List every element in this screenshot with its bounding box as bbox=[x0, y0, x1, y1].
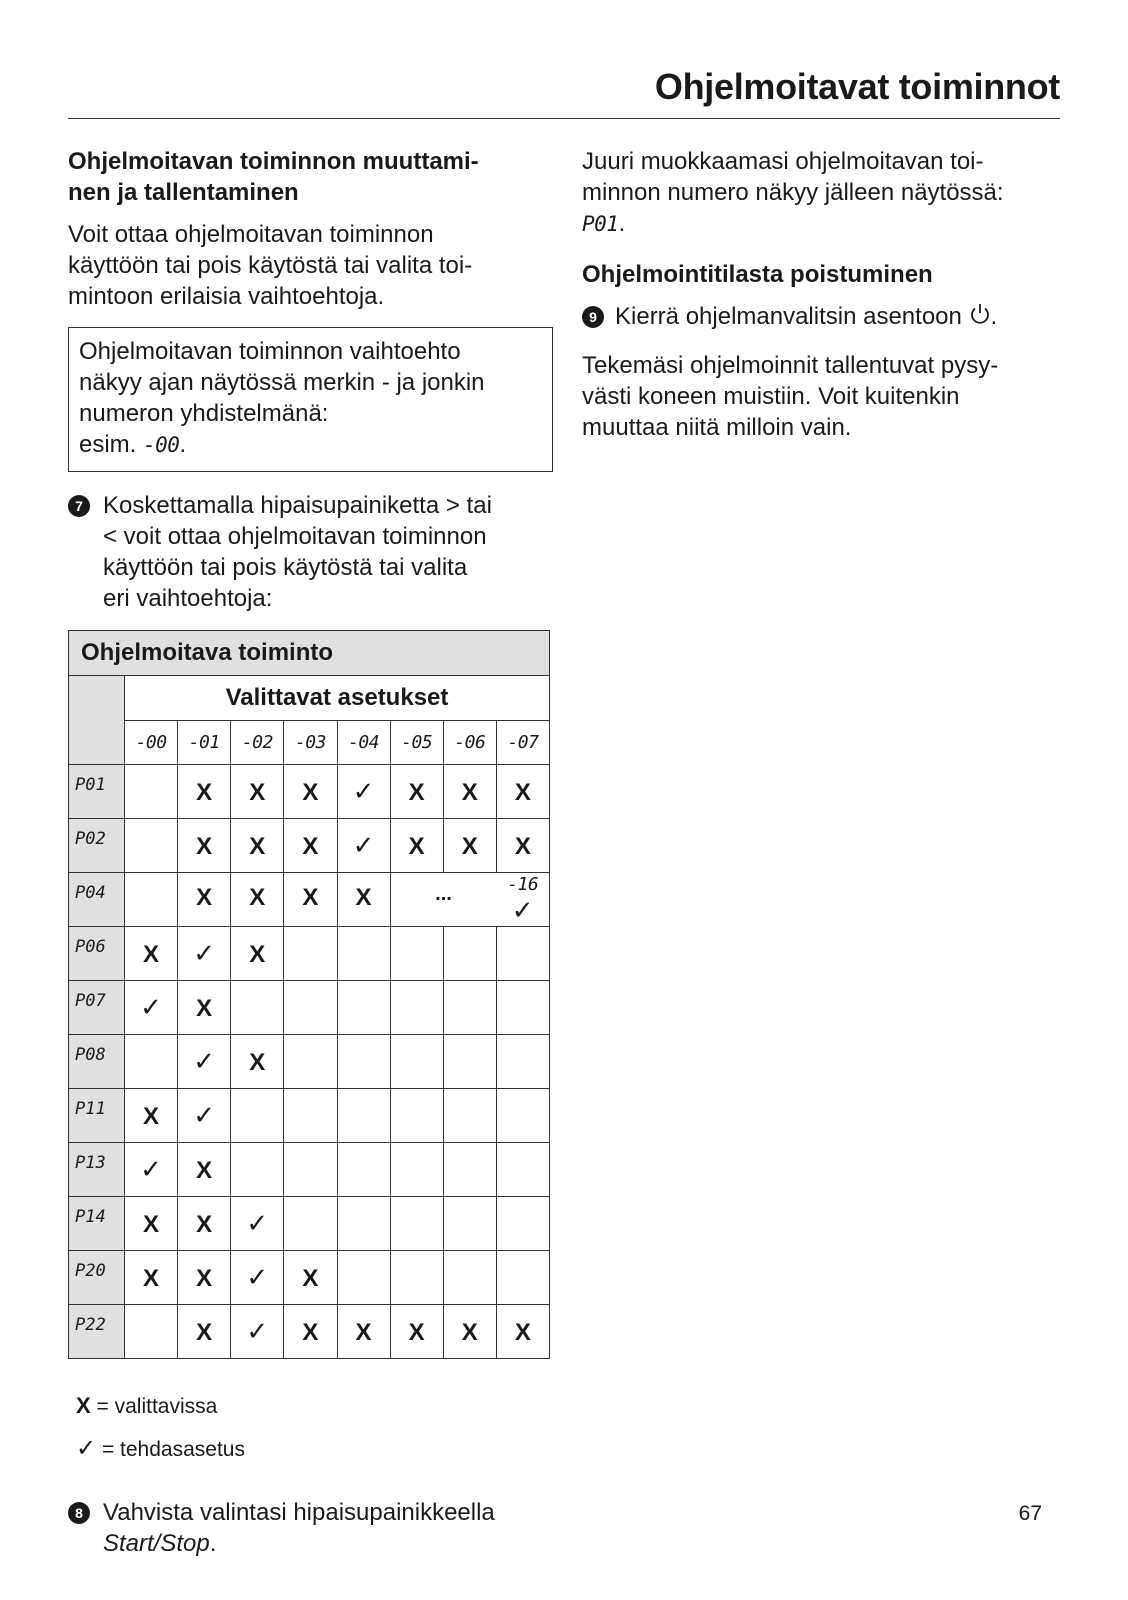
row-code: P07 bbox=[69, 981, 125, 1035]
step9-suffix: . bbox=[990, 303, 998, 330]
column-header: -06 bbox=[443, 721, 496, 765]
table-cell bbox=[390, 1251, 443, 1305]
table-cell bbox=[231, 1143, 284, 1197]
table-cell bbox=[337, 1143, 390, 1197]
table-cell bbox=[284, 1251, 337, 1305]
table-cell bbox=[337, 981, 390, 1035]
note-example-prefix: esim. bbox=[79, 431, 144, 458]
table-cell bbox=[284, 981, 337, 1035]
table-cell bbox=[178, 1197, 231, 1251]
row-code: P14 bbox=[69, 1197, 125, 1251]
selectable-mark: X bbox=[408, 1319, 425, 1346]
selectable-mark: X bbox=[249, 941, 266, 968]
selectable-mark: X bbox=[355, 884, 372, 911]
table-cell bbox=[390, 927, 443, 981]
selectable-mark: X bbox=[196, 779, 213, 806]
row-code: P01 bbox=[69, 765, 125, 819]
section-heading bbox=[68, 146, 553, 208]
table-cell bbox=[125, 873, 178, 927]
factory-default-mark: ✓ bbox=[193, 1046, 216, 1076]
legend-x-text: = valittavissa bbox=[90, 1395, 218, 1418]
start-stop-label: Start/Stop bbox=[103, 1530, 210, 1557]
table-row bbox=[69, 1089, 550, 1143]
selectable-mark: X bbox=[196, 1211, 213, 1238]
legend-check-symbol: ✓ bbox=[76, 1435, 97, 1462]
factory-default-mark: ✓ bbox=[193, 938, 216, 968]
legend bbox=[68, 1385, 553, 1471]
row-code: P08 bbox=[69, 1035, 125, 1089]
table-cell bbox=[125, 1251, 178, 1305]
table-cell bbox=[496, 819, 549, 873]
ellipsis-cell: ... bbox=[390, 873, 496, 927]
table-cell bbox=[390, 1143, 443, 1197]
extended-setting-code: -16 bbox=[507, 873, 539, 895]
table-row bbox=[69, 1035, 550, 1089]
selectable-mark: X bbox=[408, 833, 425, 860]
table-cell bbox=[390, 819, 443, 873]
table-cell bbox=[231, 1035, 284, 1089]
factory-default-mark: ✓ bbox=[511, 894, 534, 925]
right-para2-line-3: muuttaa niitä milloin vain. bbox=[582, 413, 852, 441]
row-code: P11 bbox=[69, 1089, 125, 1143]
step7-line-4: eri vaihtoehtoja: bbox=[103, 585, 273, 612]
table-cell bbox=[125, 1197, 178, 1251]
factory-default-mark: ✓ bbox=[352, 830, 375, 860]
selectable-mark: X bbox=[143, 1211, 160, 1238]
table-row bbox=[69, 1143, 550, 1197]
factory-default-mark: ✓ bbox=[140, 992, 162, 1022]
table-cell bbox=[125, 1143, 178, 1197]
table-row bbox=[69, 765, 550, 819]
right-para1-line-2: minnon numero näkyy jälleen näytössä: bbox=[582, 179, 1004, 206]
table-cell bbox=[443, 1089, 496, 1143]
table-cell bbox=[337, 927, 390, 981]
table-cell bbox=[284, 1035, 337, 1089]
selectable-mark: X bbox=[196, 884, 213, 911]
table-subtitle: Valittavat asetukset bbox=[125, 676, 550, 721]
table-cell bbox=[284, 1305, 337, 1359]
selectable-mark: X bbox=[196, 1157, 213, 1184]
selectable-mark: X bbox=[461, 779, 478, 806]
table-cell bbox=[178, 819, 231, 873]
right-para2-line-2: västi koneen muistiin. Voit kuitenkin bbox=[582, 382, 960, 410]
table-cell bbox=[390, 1089, 443, 1143]
selectable-mark: X bbox=[249, 779, 266, 806]
selectable-mark: X bbox=[355, 1319, 372, 1346]
factory-default-mark: ✓ bbox=[246, 1262, 269, 1292]
selectable-mark: X bbox=[514, 779, 531, 806]
right-paragraph-2 bbox=[582, 350, 1060, 443]
table-cell bbox=[337, 873, 390, 927]
header-divider bbox=[68, 118, 1060, 119]
table-cell bbox=[284, 1143, 337, 1197]
selectable-mark: X bbox=[302, 1265, 319, 1292]
display-code: P01 bbox=[582, 212, 619, 236]
table-cell bbox=[390, 1305, 443, 1359]
table-cell bbox=[496, 981, 549, 1035]
table-cell bbox=[178, 1305, 231, 1359]
selectable-mark: X bbox=[302, 1319, 319, 1346]
note-example-suffix: . bbox=[179, 431, 187, 458]
table-cell bbox=[390, 765, 443, 819]
row-code: P22 bbox=[69, 1305, 125, 1359]
selectable-mark: X bbox=[196, 995, 213, 1022]
legend-x-symbol: X bbox=[76, 1393, 91, 1418]
intro-line-2: käyttöön tai pois käytöstä tai valita toi- bbox=[68, 252, 473, 279]
table-cell bbox=[231, 1251, 284, 1305]
table-row bbox=[69, 1197, 550, 1251]
row-code: P06 bbox=[69, 927, 125, 981]
table-cell bbox=[125, 765, 178, 819]
table-cell bbox=[443, 927, 496, 981]
table-cell bbox=[178, 1035, 231, 1089]
right-para2-line-1: Tekemäsi ohjelmoinnit tallentuvat pysy- bbox=[582, 351, 999, 379]
step-number-7: 7 bbox=[68, 495, 90, 517]
table-cell bbox=[231, 765, 284, 819]
row-code: P04 bbox=[69, 873, 125, 927]
table-cell bbox=[443, 1251, 496, 1305]
factory-default-mark: ✓ bbox=[193, 1100, 216, 1130]
table-cell bbox=[231, 1089, 284, 1143]
table-cell bbox=[125, 1089, 178, 1143]
selectable-mark: X bbox=[408, 779, 425, 806]
column-header: -07 bbox=[496, 721, 549, 765]
table-cell bbox=[231, 873, 284, 927]
table-cell bbox=[496, 1143, 549, 1197]
row-code: P02 bbox=[69, 819, 125, 873]
table-cell bbox=[231, 819, 284, 873]
table-cell bbox=[284, 873, 337, 927]
row-code: P20 bbox=[69, 1251, 125, 1305]
step7-line-2: < voit ottaa ohjelmoitavan toiminnon bbox=[103, 523, 487, 550]
right-para1-suffix: . bbox=[618, 210, 626, 237]
table-row bbox=[69, 819, 550, 873]
table-cell bbox=[231, 981, 284, 1035]
heading-line-1: Ohjelmoitavan toiminnon muuttami- bbox=[68, 148, 479, 175]
settings-table bbox=[68, 630, 550, 1359]
intro-line-3: mintoon erilaisia vaihtoehtoja. bbox=[68, 283, 385, 310]
note-line-3: numeron yhdistelmänä: bbox=[79, 400, 329, 427]
step9-text: Kierrä ohjelmanvalitsin asentoon bbox=[615, 303, 969, 330]
table-title: Ohjelmoitava toiminto bbox=[69, 631, 550, 676]
table-cell bbox=[443, 1035, 496, 1089]
right-paragraph-1 bbox=[582, 146, 1060, 240]
selectable-mark: X bbox=[196, 1319, 213, 1346]
selectable-mark: X bbox=[143, 1103, 160, 1130]
table-cell bbox=[284, 927, 337, 981]
step8-suffix: . bbox=[209, 1530, 217, 1557]
table-cell bbox=[284, 1089, 337, 1143]
table-cell bbox=[443, 1197, 496, 1251]
power-icon bbox=[969, 302, 991, 334]
table-cell bbox=[178, 1089, 231, 1143]
note-line-2: näkyy ajan näytössä merkin - ja jonkin bbox=[79, 369, 485, 396]
left-column bbox=[68, 146, 553, 1559]
selectable-mark: X bbox=[302, 779, 319, 806]
table-cell bbox=[125, 1035, 178, 1089]
note-box bbox=[68, 327, 553, 472]
table-cell bbox=[125, 927, 178, 981]
factory-default-mark: ✓ bbox=[246, 1208, 269, 1238]
heading-line-2: nen ja tallentaminen bbox=[68, 179, 299, 206]
table-cell bbox=[178, 873, 231, 927]
column-header-row bbox=[69, 721, 550, 765]
table-cell bbox=[125, 981, 178, 1035]
table-cell bbox=[443, 765, 496, 819]
table-cell bbox=[178, 981, 231, 1035]
table-cell bbox=[284, 1197, 337, 1251]
selectable-mark: X bbox=[249, 833, 266, 860]
table-cell bbox=[231, 1305, 284, 1359]
table-cell bbox=[443, 981, 496, 1035]
table-cell bbox=[496, 765, 549, 819]
table-cell bbox=[337, 1035, 390, 1089]
selectable-mark: X bbox=[514, 833, 531, 860]
table-cell bbox=[231, 927, 284, 981]
selectable-mark: X bbox=[514, 1319, 531, 1346]
table-cell bbox=[178, 1143, 231, 1197]
step-7 bbox=[68, 490, 553, 614]
table-corner bbox=[69, 676, 125, 765]
step8-line-1: Vahvista valintasi hipaisupainikkeella bbox=[103, 1499, 495, 1526]
table-cell bbox=[443, 819, 496, 873]
table-cell bbox=[390, 1035, 443, 1089]
table-cell bbox=[496, 1305, 549, 1359]
table-row bbox=[69, 1305, 550, 1359]
table-cell bbox=[337, 765, 390, 819]
table-cell bbox=[178, 765, 231, 819]
selectable-mark: X bbox=[249, 1049, 266, 1076]
table-cell bbox=[337, 1197, 390, 1251]
table-cell bbox=[337, 819, 390, 873]
table-row bbox=[69, 873, 550, 927]
table-cell bbox=[496, 1035, 549, 1089]
factory-default-mark: ✓ bbox=[140, 1154, 162, 1184]
page-number: 67 bbox=[1018, 1502, 1042, 1525]
selectable-mark: X bbox=[143, 941, 160, 968]
row-code: P13 bbox=[69, 1143, 125, 1197]
step7-line-3: käyttöön tai pois käytöstä tai valita bbox=[103, 554, 468, 581]
intro-paragraph bbox=[68, 219, 553, 312]
factory-default-mark: ✓ bbox=[352, 776, 375, 806]
table-cell bbox=[284, 819, 337, 873]
step-number-8: 8 bbox=[68, 1502, 90, 1524]
table-cell bbox=[125, 1305, 178, 1359]
right-para1-line-1: Juuri muokkaamasi ohjelmoitavan toi- bbox=[582, 148, 984, 175]
legend-item-default bbox=[76, 1428, 553, 1471]
table-cell bbox=[496, 1197, 549, 1251]
selectable-mark: X bbox=[302, 884, 319, 911]
column-header: -03 bbox=[284, 721, 337, 765]
column-header: -01 bbox=[178, 721, 231, 765]
column-header: -04 bbox=[337, 721, 390, 765]
right-column bbox=[582, 146, 1060, 443]
table-cell bbox=[178, 1251, 231, 1305]
note-line-1: Ohjelmoitavan toiminnon vaihtoehto bbox=[79, 338, 461, 365]
step-number-9: 9 bbox=[582, 306, 604, 328]
exit-heading: Ohjelmointitilasta poistuminen bbox=[582, 261, 933, 288]
table-cell bbox=[390, 1197, 443, 1251]
column-header: -05 bbox=[390, 721, 443, 765]
table-cell bbox=[496, 1251, 549, 1305]
selectable-mark: X bbox=[249, 884, 266, 911]
step-8 bbox=[68, 1497, 553, 1559]
step7-line-1: Koskettamalla hipaisupainiketta > tai bbox=[103, 492, 492, 519]
legend-item-available bbox=[76, 1385, 553, 1428]
table-cell bbox=[125, 819, 178, 873]
table-cell bbox=[443, 1305, 496, 1359]
selectable-mark: X bbox=[196, 833, 213, 860]
table-cell bbox=[178, 927, 231, 981]
table-row bbox=[69, 1251, 550, 1305]
selectable-mark: X bbox=[461, 1319, 478, 1346]
step-9 bbox=[582, 301, 1060, 334]
selectable-mark: X bbox=[143, 1265, 160, 1292]
note-example-code: -00 bbox=[143, 433, 180, 457]
extended-setting-cell bbox=[496, 873, 549, 927]
table-cell bbox=[496, 1089, 549, 1143]
table-cell bbox=[390, 981, 443, 1035]
page-title: Ohjelmoitavat toiminnot bbox=[654, 66, 1060, 107]
selectable-mark: X bbox=[302, 833, 319, 860]
table-cell bbox=[337, 1089, 390, 1143]
table-cell bbox=[284, 765, 337, 819]
factory-default-mark: ✓ bbox=[246, 1316, 269, 1346]
column-header: -02 bbox=[231, 721, 284, 765]
table-cell bbox=[337, 1305, 390, 1359]
intro-line-1: Voit ottaa ohjelmoitavan toiminnon bbox=[68, 221, 434, 248]
table-row bbox=[69, 981, 550, 1035]
table-cell bbox=[496, 927, 549, 981]
column-header: -00 bbox=[125, 721, 178, 765]
selectable-mark: X bbox=[196, 1265, 213, 1292]
legend-check-text: = tehdasasetus bbox=[96, 1438, 245, 1461]
selectable-mark: X bbox=[461, 833, 478, 860]
table-cell bbox=[443, 1143, 496, 1197]
table-row bbox=[69, 927, 550, 981]
table-cell bbox=[231, 1197, 284, 1251]
table-cell bbox=[337, 1251, 390, 1305]
